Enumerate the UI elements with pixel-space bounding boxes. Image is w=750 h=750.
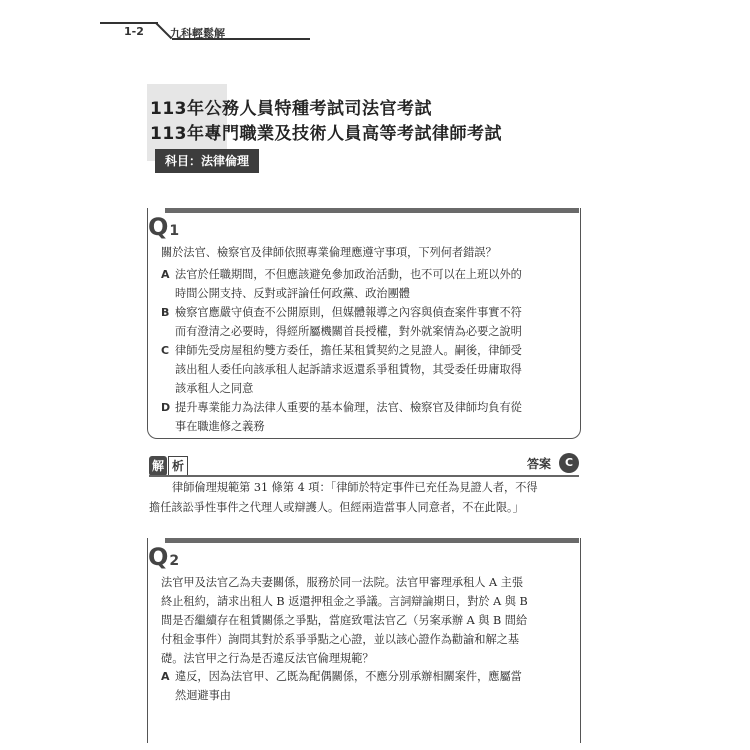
book-title: 九科輕鬆解 bbox=[170, 27, 225, 40]
q2-stem-line: 付租金事件）詢問其對於系爭爭點之心證，並以該心證作為勸諭和解之基 bbox=[161, 633, 520, 646]
option-line: 法官於任職期間，不但應該避免參加政治活動，也不可以在上班以外的 bbox=[175, 268, 522, 281]
q2-option-a bbox=[161, 667, 522, 705]
option-line: 事在職進修之義務 bbox=[175, 420, 265, 433]
q2-stem-line: 法官甲及法官乙為夫妻關係，服務於同一法院。法官甲審理承租人 A 主張 bbox=[161, 576, 524, 589]
analysis-badge bbox=[149, 456, 188, 476]
q1-option-a bbox=[161, 265, 522, 303]
option-line: 該出租人委任向該承租人起訴請求返還系爭租賃物，其受委任毋庸取得 bbox=[175, 363, 522, 376]
option-line: 然迴避事由 bbox=[175, 689, 231, 702]
option-letter: A bbox=[161, 268, 170, 281]
option-line: 檢察官應嚴守偵查不公開原則，但媒體報導之內容與偵查案件事實不符 bbox=[175, 306, 522, 319]
q1-stem: 關於法官、檢察官及律師依照專業倫理應遵守事項，下列何者錯誤？ bbox=[161, 246, 497, 259]
subject-tag: 科目：法律倫理 bbox=[155, 149, 259, 173]
q2-stem bbox=[161, 573, 528, 668]
analysis-badge-light: 析 bbox=[168, 456, 188, 476]
answer-label: 答案 bbox=[527, 457, 552, 471]
header-rule-top bbox=[100, 22, 158, 24]
option-line: 時間公開支持、反對或評論任何政黨、政治團體 bbox=[175, 287, 410, 300]
q1-option-d bbox=[161, 398, 522, 436]
analysis-badge-dark: 解 bbox=[149, 456, 167, 476]
exam-title bbox=[150, 97, 530, 147]
option-line: 律師先受房屋租約雙方委任，擔任某租賃契約之見證人。嗣後，律師受 bbox=[175, 344, 522, 357]
analysis-text bbox=[149, 478, 581, 518]
option-letter: D bbox=[161, 401, 171, 414]
q2-stem-line: 間是否繼續存在租賃關係之爭點，當庭致電法官乙（另案承辦 A 與 B 間給 bbox=[161, 614, 528, 627]
option-letter: B bbox=[161, 306, 170, 319]
option-line: 該承租人之同意 bbox=[175, 382, 254, 395]
exam-title-line: 113年專門職業及技術人員高等考試律師考試 bbox=[150, 124, 502, 144]
analysis-line: 擔任該訟爭性事件之代理人或辯護人。但經兩造當事人同意者，不在此限。」 bbox=[149, 501, 524, 514]
q2-label-n: 2 bbox=[169, 553, 180, 569]
q2-label-q: Q bbox=[148, 543, 169, 571]
option-letter: A bbox=[161, 670, 170, 683]
q2-stem-line: 礎。法官甲之行為是否違反法官倫理規範？ bbox=[161, 652, 374, 665]
page-number: 1-2 bbox=[124, 25, 144, 38]
q2-number bbox=[148, 543, 179, 571]
option-line: 而有澄清之必要時，得經所屬機關首長授權，對外就案情為必要之說明 bbox=[175, 325, 522, 338]
analysis-line: 律師倫理規範第 31 條第 4 項：「律師於特定事件已充任為見證人者，不得 bbox=[172, 481, 538, 494]
option-line: 違反，因為法官甲、乙既為配偶關係，不應分別承辦相關案件，應屬當 bbox=[175, 670, 522, 683]
q1-option-b bbox=[161, 303, 522, 341]
option-line: 提升專業能力為法律人重要的基本倫理，法官、檢察官及律師均負有從 bbox=[175, 401, 522, 414]
answer-circle: C bbox=[559, 453, 579, 473]
option-letter: C bbox=[161, 344, 170, 357]
q1-label-q: Q bbox=[148, 213, 169, 241]
q2-stem-line: 終止租約，請求出租人 B 返還押租金之爭議。言詞辯論期日，對於 A 與 B bbox=[161, 595, 528, 608]
exam-title-line: 113年公務人員特種考試司法官考試 bbox=[150, 99, 432, 119]
q1-option-c bbox=[161, 341, 522, 398]
q1-number bbox=[148, 213, 179, 241]
analysis-rule bbox=[149, 475, 579, 477]
q1-label-n: 1 bbox=[169, 223, 180, 239]
